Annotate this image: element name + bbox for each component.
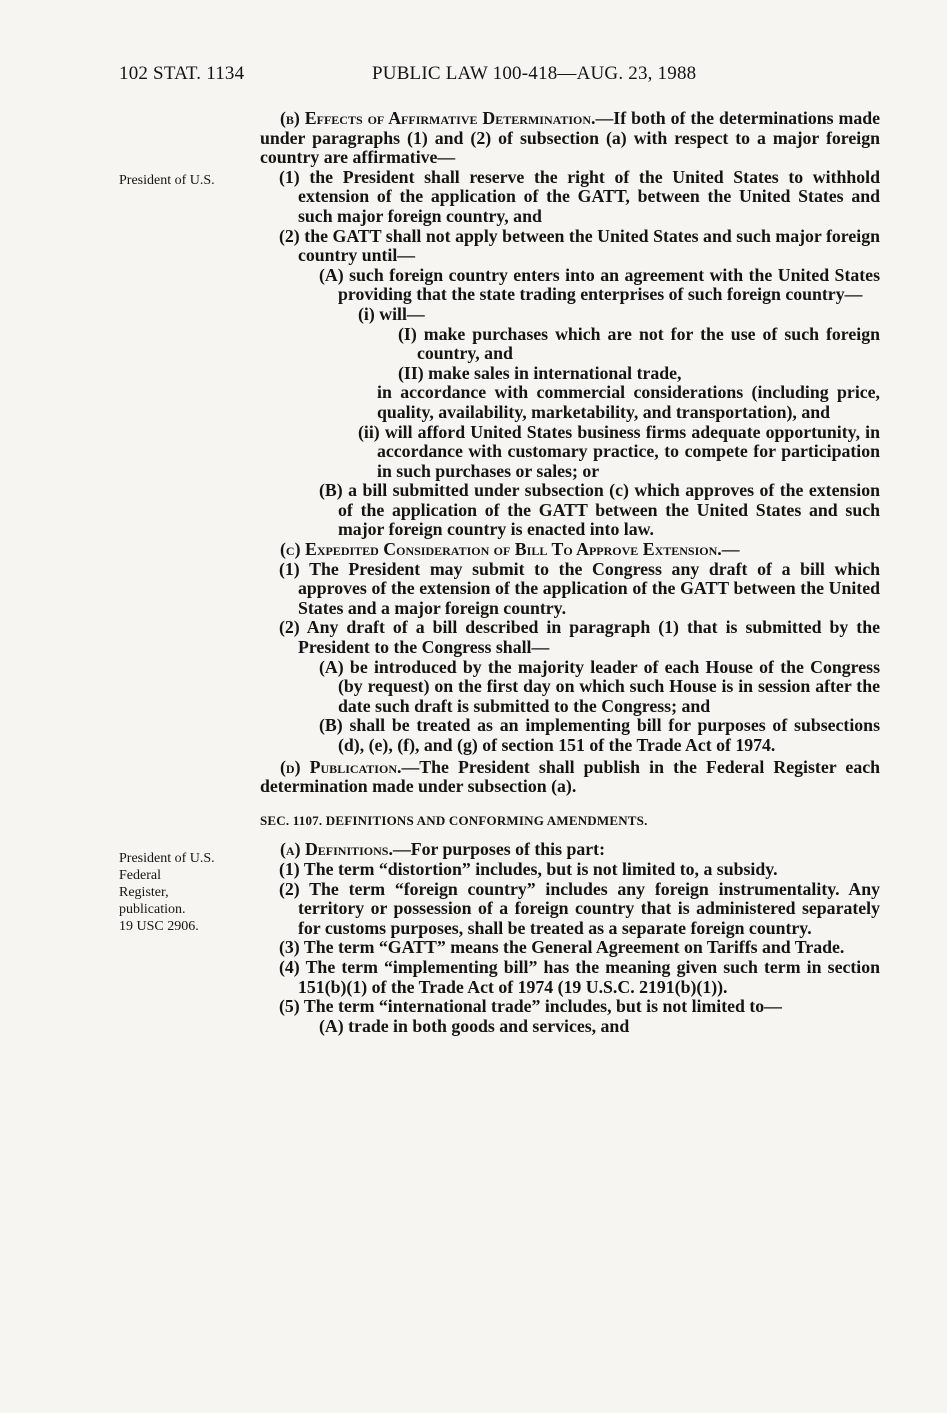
- subsection-b-heading: (b) Effects of Affirmative Determination.: [280, 108, 596, 128]
- margin-note-line: Federal: [119, 868, 161, 883]
- section-heading: SEC. 1107. DEFINITIONS AND CONFORMING AMENDMENTS.: [260, 812, 648, 828]
- clause-b2A-ii: (ii) will afford United States business firms adequate opportunity, in accordance with customary practice, to compete for participation in such purchases or sales; or: [358, 421, 880, 481]
- margin-note-line: 19 USC 2906.: [119, 919, 199, 934]
- subclause-I: (I) make purchases which are not for the use of such foreign country, and: [398, 323, 880, 364]
- margin-note-publication: [119, 850, 215, 935]
- subparagraph-c2A: (A) be introduced by the majority leader of each House of the Congress (by request) on the first day on which such House is in session after the date such draft is submitted to the Congress; and: [319, 656, 880, 716]
- margin-note-president: President of U.S.: [119, 173, 215, 188]
- subparagraph-b2A: (A) such foreign country enters into an agreement with the United States providing that the state trading enterprises of such foreign country—: [319, 264, 880, 305]
- subsection-a-text: —For purposes of this part:: [392, 839, 606, 860]
- definition-3: (3) The term “GATT” means the General Agreement on Tariffs and Trade.: [279, 937, 845, 958]
- paragraph-b1: (1) the President shall reserve the right of the United States to withhold extension of the application of the GATT, between the United States and such major foreign country, and: [279, 166, 880, 226]
- clause-b2A-i: (i) will—: [358, 303, 425, 324]
- statute-body: [260, 109, 880, 1036]
- definition-1: (1) The term “distortion” includes, but is not limited to, a subsidy.: [279, 858, 778, 879]
- margin-note-line: publication.: [119, 902, 186, 917]
- margin-note-line: Register,: [119, 885, 169, 900]
- subsection-b: [260, 109, 880, 168]
- paragraph-c2: (2) Any draft of a bill described in paragraph (1) that is submitted by the President to the Congress shall—: [279, 617, 880, 658]
- definition-2: (2) The term “foreign country” includes any foreign instrumentality. Any territory or possession of a foreign country that is administered separately for customs purposes, shall be treated as a separate foreign country.: [279, 878, 880, 938]
- definition-5: (5) The term “international trade” includes, but is not limited to—: [279, 996, 782, 1017]
- clause-continuation: in accordance with commercial considerations (including price, quality, availability, marketability, and transportation), and: [377, 382, 880, 422]
- subsection-d-heading: (d) Publication.: [280, 756, 402, 777]
- definition-4: (4) The term “implementing bill” has the meaning given such term in section 151(b)(1) of the Trade Act of 1974 (19 U.S.C. 2191(b)(1)).: [279, 956, 880, 997]
- margin-note-line: President of U.S.: [119, 851, 215, 866]
- subsection-b-text: —If both of the determinations made under paragraphs (1) and (2) of subsection (a) with respect to a major foreign country are affirmative—: [260, 108, 880, 168]
- page-reference: 102 STAT. 1134: [119, 63, 245, 84]
- paragraph-b2: (2) the GATT shall not apply between the United States and such major foreign country until—: [279, 225, 880, 266]
- subsection-d: [260, 758, 880, 797]
- subparagraph-b2B: (B) a bill submitted under subsection (c) which approves of the extension of the application of the GATT between the United States and such major foreign country is enacted into law.: [319, 480, 880, 540]
- law-reference: PUBLIC LAW 100-418—AUG. 23, 1988: [372, 63, 697, 84]
- subsection-a-heading: (a) Definitions.: [280, 839, 393, 860]
- subsection-c-heading: [260, 540, 880, 560]
- subparagraph-c2B: (B) shall be treated as an implementing bill for purposes of subsections (d), (e), (f), and (g) of section 151 of the Trade Act of 1974.: [319, 715, 880, 755]
- subsection-d-text: —The President shall publish in the Federal Register each determination made under subsection (a).: [260, 756, 880, 797]
- subsection-c-title: (c) Expedited Consideration of Bill To Approve Extension.: [280, 539, 722, 560]
- subsection-a: [260, 840, 880, 860]
- subsection-c-dash: —: [721, 539, 740, 560]
- definition-5A: (A) trade in both goods and services, and: [319, 1015, 630, 1036]
- subclause-II: (II) make sales in international trade,: [398, 362, 682, 383]
- paragraph-c1: (1) The President may submit to the Congress any draft of a bill which approves of the extension of the application of the GATT between the United States and a major foreign country.: [279, 558, 880, 618]
